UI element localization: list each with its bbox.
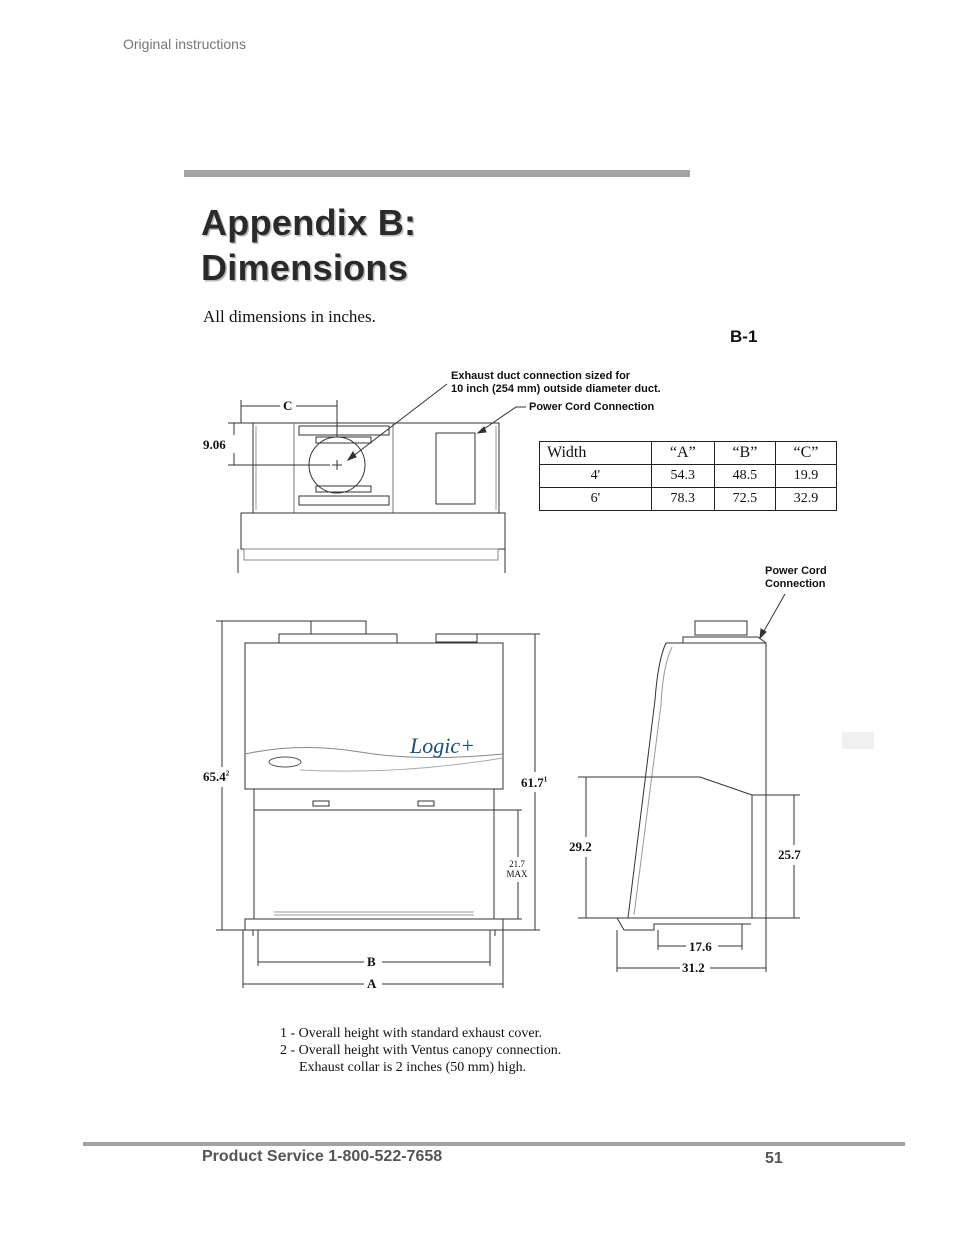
footnote-2: 2 - Overall height with Ventus canopy connection. xyxy=(280,1043,562,1058)
dim-a-label: A xyxy=(367,976,377,991)
dim-cabinet-height: 61.7$^1$ xyxy=(521,775,548,790)
dim-base-depth: 17.6 xyxy=(689,939,712,954)
figure-id: B-1 xyxy=(730,327,758,346)
table-cell: 78.3 xyxy=(651,488,714,511)
footer-service: Product Service 1-800-522-7658 xyxy=(202,1148,443,1165)
exhaust-note: Exhaust duct connection sized for 10 inch (254 mm) outside diameter duct. xyxy=(451,370,661,395)
table-header: Width xyxy=(540,442,652,465)
table-cell: 54.3 xyxy=(651,465,714,488)
footnote-1: 1 - Overall height with standard exhaust cover. xyxy=(280,1026,543,1041)
table-cell: 48.5 xyxy=(714,465,775,488)
table-header: “C” xyxy=(775,442,836,465)
dim-side-height: 25.7 xyxy=(778,847,801,862)
table-row xyxy=(540,465,837,488)
front-view xyxy=(216,621,540,988)
table-row xyxy=(540,488,837,511)
dim-c-label: C xyxy=(283,398,293,413)
table-header: “A” xyxy=(651,442,714,465)
intro-text: All dimensions in inches. xyxy=(203,307,376,326)
side-view xyxy=(578,594,800,972)
header-note: Original instructions xyxy=(123,36,246,52)
top-view xyxy=(228,384,526,573)
bottom-rule xyxy=(83,1142,905,1146)
power-cord-label-side: Power Cord Connection xyxy=(765,565,827,590)
page-number: 51 xyxy=(765,1150,783,1167)
dim-top-depth: 9.06 xyxy=(203,437,226,452)
dim-sash-opening: 21.7 MAX xyxy=(506,859,528,879)
dim-total-depth: 31.2 xyxy=(682,960,705,975)
table-cell: 72.5 xyxy=(714,488,775,511)
title-line-2: Dimensions xyxy=(201,247,409,288)
power-cord-label-top: Power Cord Connection xyxy=(529,401,655,413)
footnote-2-continued: Exhaust collar is 2 inches (50 mm) high. xyxy=(299,1060,527,1075)
table-cell: 19.9 xyxy=(775,465,836,488)
title-line-1: Appendix B: xyxy=(201,202,417,243)
logic-logo: Logic+ xyxy=(410,733,475,758)
dim-work-height: 29.2 xyxy=(569,839,592,854)
table-header: “B” xyxy=(714,442,775,465)
footnotes xyxy=(280,1025,561,1076)
dimension-table xyxy=(539,441,837,511)
table-cell: 4' xyxy=(540,465,652,488)
power-box xyxy=(436,433,475,504)
dim-overall-height: 65.4$^2$ xyxy=(203,769,230,784)
dim-b-label: B xyxy=(367,954,376,969)
table-header-row xyxy=(540,442,837,465)
table-cell: 32.9 xyxy=(775,488,836,511)
grey-mark xyxy=(842,732,874,749)
table-cell: 6' xyxy=(540,488,652,511)
